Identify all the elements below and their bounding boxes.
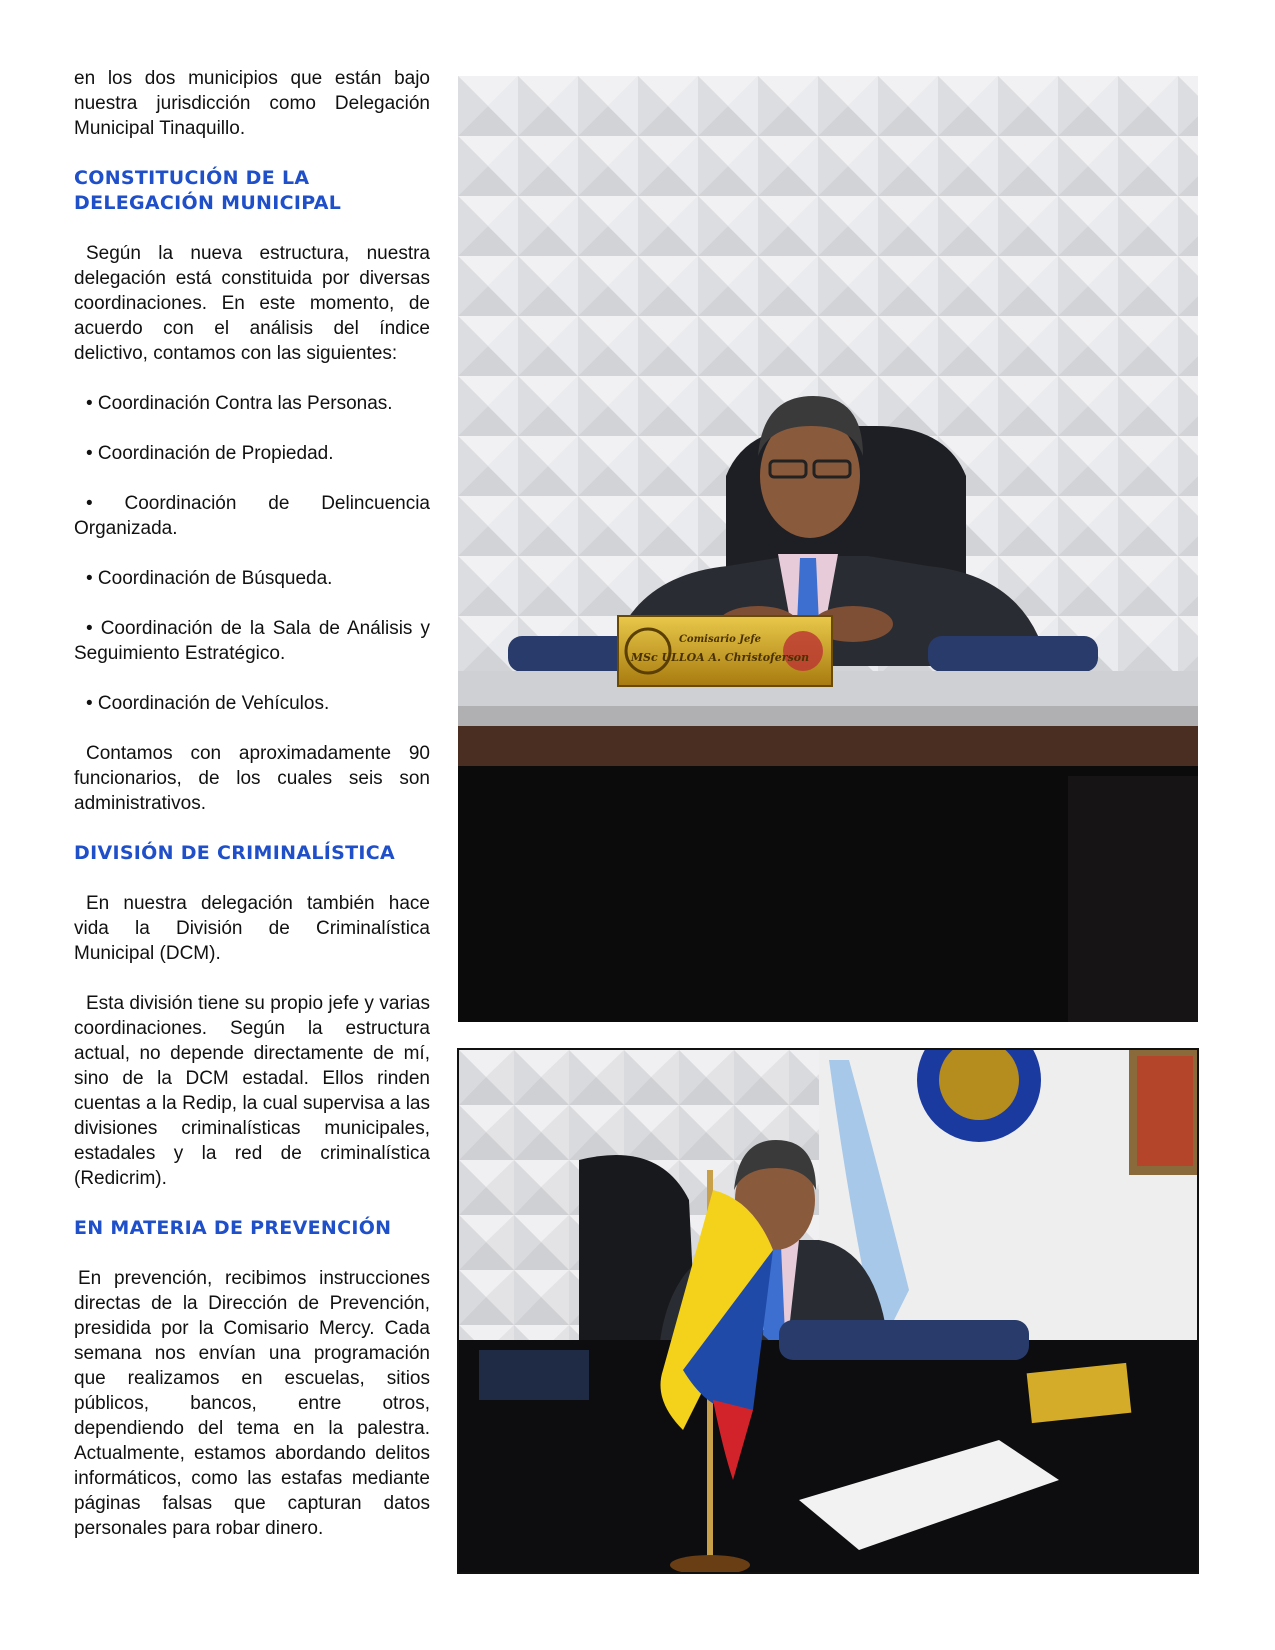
nameplate-name: MSc ULLOA A. Christoferson [630,651,810,664]
list-item: • Coordinación de Delincuencia Organizada. [74,493,430,539]
criminalistica-paragraph-2: Esta división tiene su propio jefe y varias coordinaciones. Según la estructura actual, no depende directamente de mí, sino de la DCM estadal. Ellos rinden cuentas a la Redip, la cual supervisa a las divisiones criminalísticas municipales, estadales y la red de criminalística (Redicrim). [74,993,430,1189]
photo-commissioner-desk [458,76,1198,1022]
heading-prevencion: EN MATERIA DE PREVENCIÓN [74,1217,392,1239]
heading-constitucion-line2: DELEGACIÓN MUNICIPAL [74,192,342,214]
nameplate-title: Comisario Jefe [678,634,762,645]
heading-constitucion-line1: CONSTITUCIÓN DE LA [74,167,310,189]
list-item: • Coordinación Contra las Personas. [86,393,393,414]
intro-paragraph: en los dos municipios que están bajo nuestra jurisdicción como Delegación Municipal Tinaquillo. [74,68,430,139]
prevencion-paragraph: En prevención, recibimos instrucciones directas de la Dirección de Prevención, presidida por la Comisario Mercy. Cada semana nos envían una programación que realizamos en escuelas, sitios públicos, bancos, entre otros, dependiendo del tema en la palestra. Actualmente, estamos abordando delitos informáticos, como las estafas mediante páginas falsas que capturan datos personales para robar dinero. [74,1268,430,1539]
text-column [74,66,430,1541]
list-item: • Coordinación de la Sala de Análisis y Seguimiento Estratégico. [74,618,430,664]
heading-criminalistica: DIVISIÓN DE CRIMINALÍSTICA [74,842,395,864]
photo-commissioner-flag [457,1048,1199,1574]
list-item: • Coordinación de Búsqueda. [86,568,333,589]
criminalistica-paragraph-1: En nuestra delegación también hace vida la División de Criminalística Municipal (DCM). [74,893,430,964]
list-item: • Coordinación de Propiedad. [86,443,334,464]
personnel-paragraph: Contamos con aproximadamente 90 funcionarios, de los cuales seis son administrativos. [74,743,430,814]
constitucion-paragraph: Según la nueva estructura, nuestra delegación está constituida por diversas coordinaciones. En este momento, de acuerdo con el análisis del índice delictivo, contamos con las siguientes: [74,243,430,364]
list-item: • Coordinación de Vehículos. [86,693,330,714]
